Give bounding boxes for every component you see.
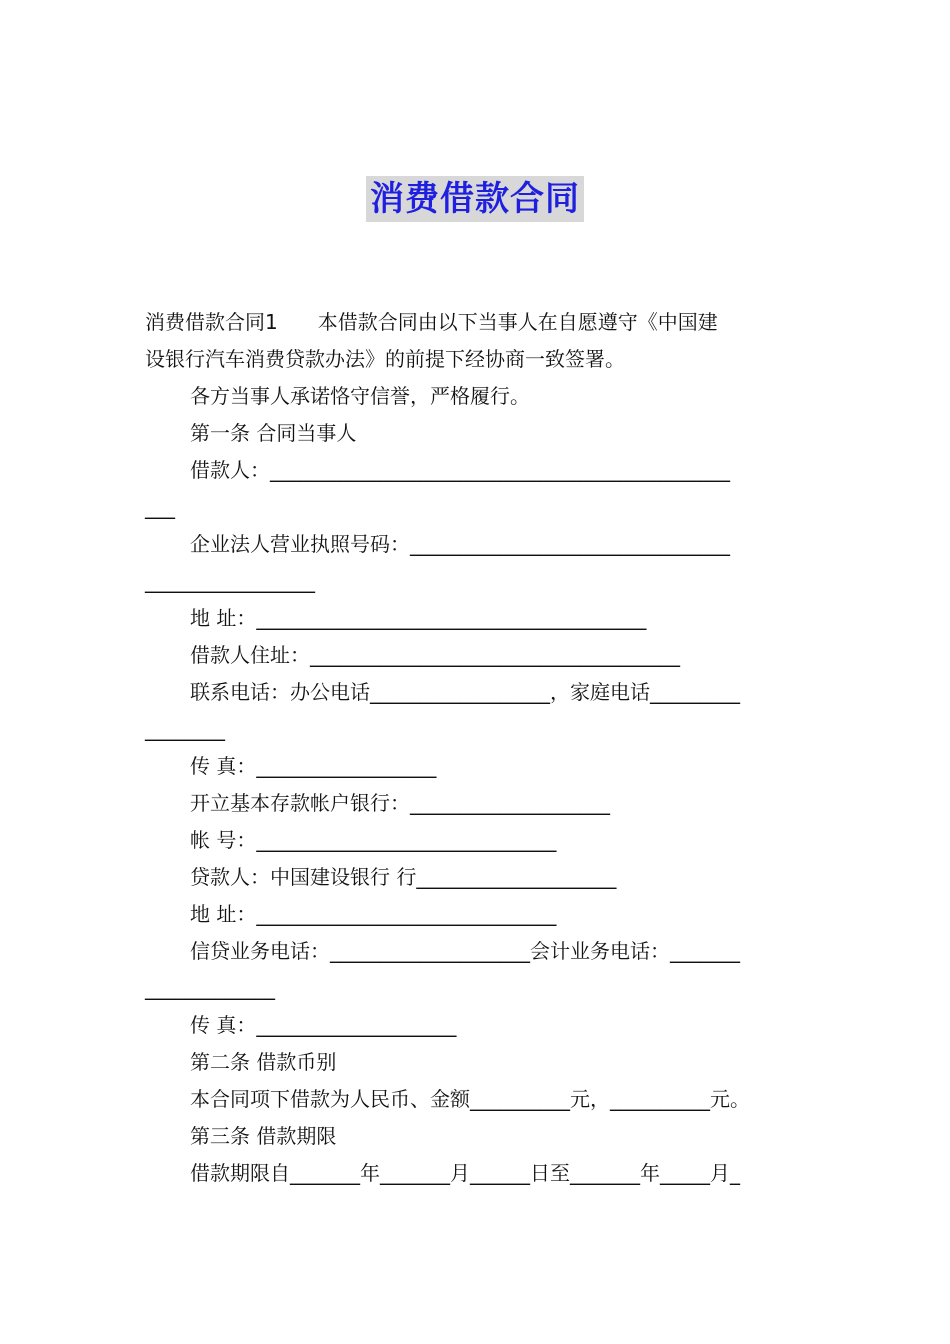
lender-address-field: 地 址：______________________________ xyxy=(190,902,557,926)
phone-field: 联系电话：办公电话__________________，家庭电话_________ xyxy=(190,680,740,704)
business-license-field-continued: _________________ xyxy=(145,569,315,593)
account-number-field: 帐 号：______________________________ xyxy=(190,828,557,852)
business-phone-field-continued: _____________ xyxy=(145,976,275,1000)
deposit-bank-field: 开立基本存款帐户银行：____________________ xyxy=(190,791,610,815)
address-field: 地 址：_______________________________________ xyxy=(190,606,647,630)
paragraph-line: 设银行汽车消费贷款办法》的前提下经协商一致签署。 xyxy=(145,347,625,371)
borrower-field-continued: ___ xyxy=(145,495,175,519)
section-heading-2: 第二条 借款币别 xyxy=(190,1050,337,1074)
paragraph-line: 消费借款合同1 本借款合同由以下当事人在自愿遵守《中国建 xyxy=(145,310,718,334)
fax-field: 传 真：__________________ xyxy=(190,754,437,778)
borrower-residence-field: 借款人住址：_____________________________________ xyxy=(190,643,680,667)
business-license-field: 企业法人营业执照号码：________________________________ xyxy=(190,532,730,556)
document-title-text: 消费借款合同 xyxy=(366,176,584,222)
section-heading-3: 第三条 借款期限 xyxy=(190,1124,337,1148)
borrower-field: 借款人：______________________________________________ xyxy=(190,458,730,482)
business-phone-field: 信贷业务电话：____________________会计业务电话：_______ xyxy=(190,939,740,963)
section-heading-1: 第一条 合同当事人 xyxy=(190,421,357,445)
paragraph-line: 各方当事人承诺恪守信誉，严格履行。 xyxy=(190,384,530,408)
loan-amount-line: 本合同项下借款为人民币、金额__________元，__________元。 xyxy=(190,1087,750,1111)
loan-term-line: 借款期限自_______年_______月______日至_______年_____月_ xyxy=(190,1161,740,1185)
lender-field: 贷款人：中国建设银行 行____________________ xyxy=(190,865,617,889)
lender-fax-field: 传 真：____________________ xyxy=(190,1013,457,1037)
phone-field-continued: ________ xyxy=(145,717,225,741)
document-title xyxy=(0,176,950,222)
